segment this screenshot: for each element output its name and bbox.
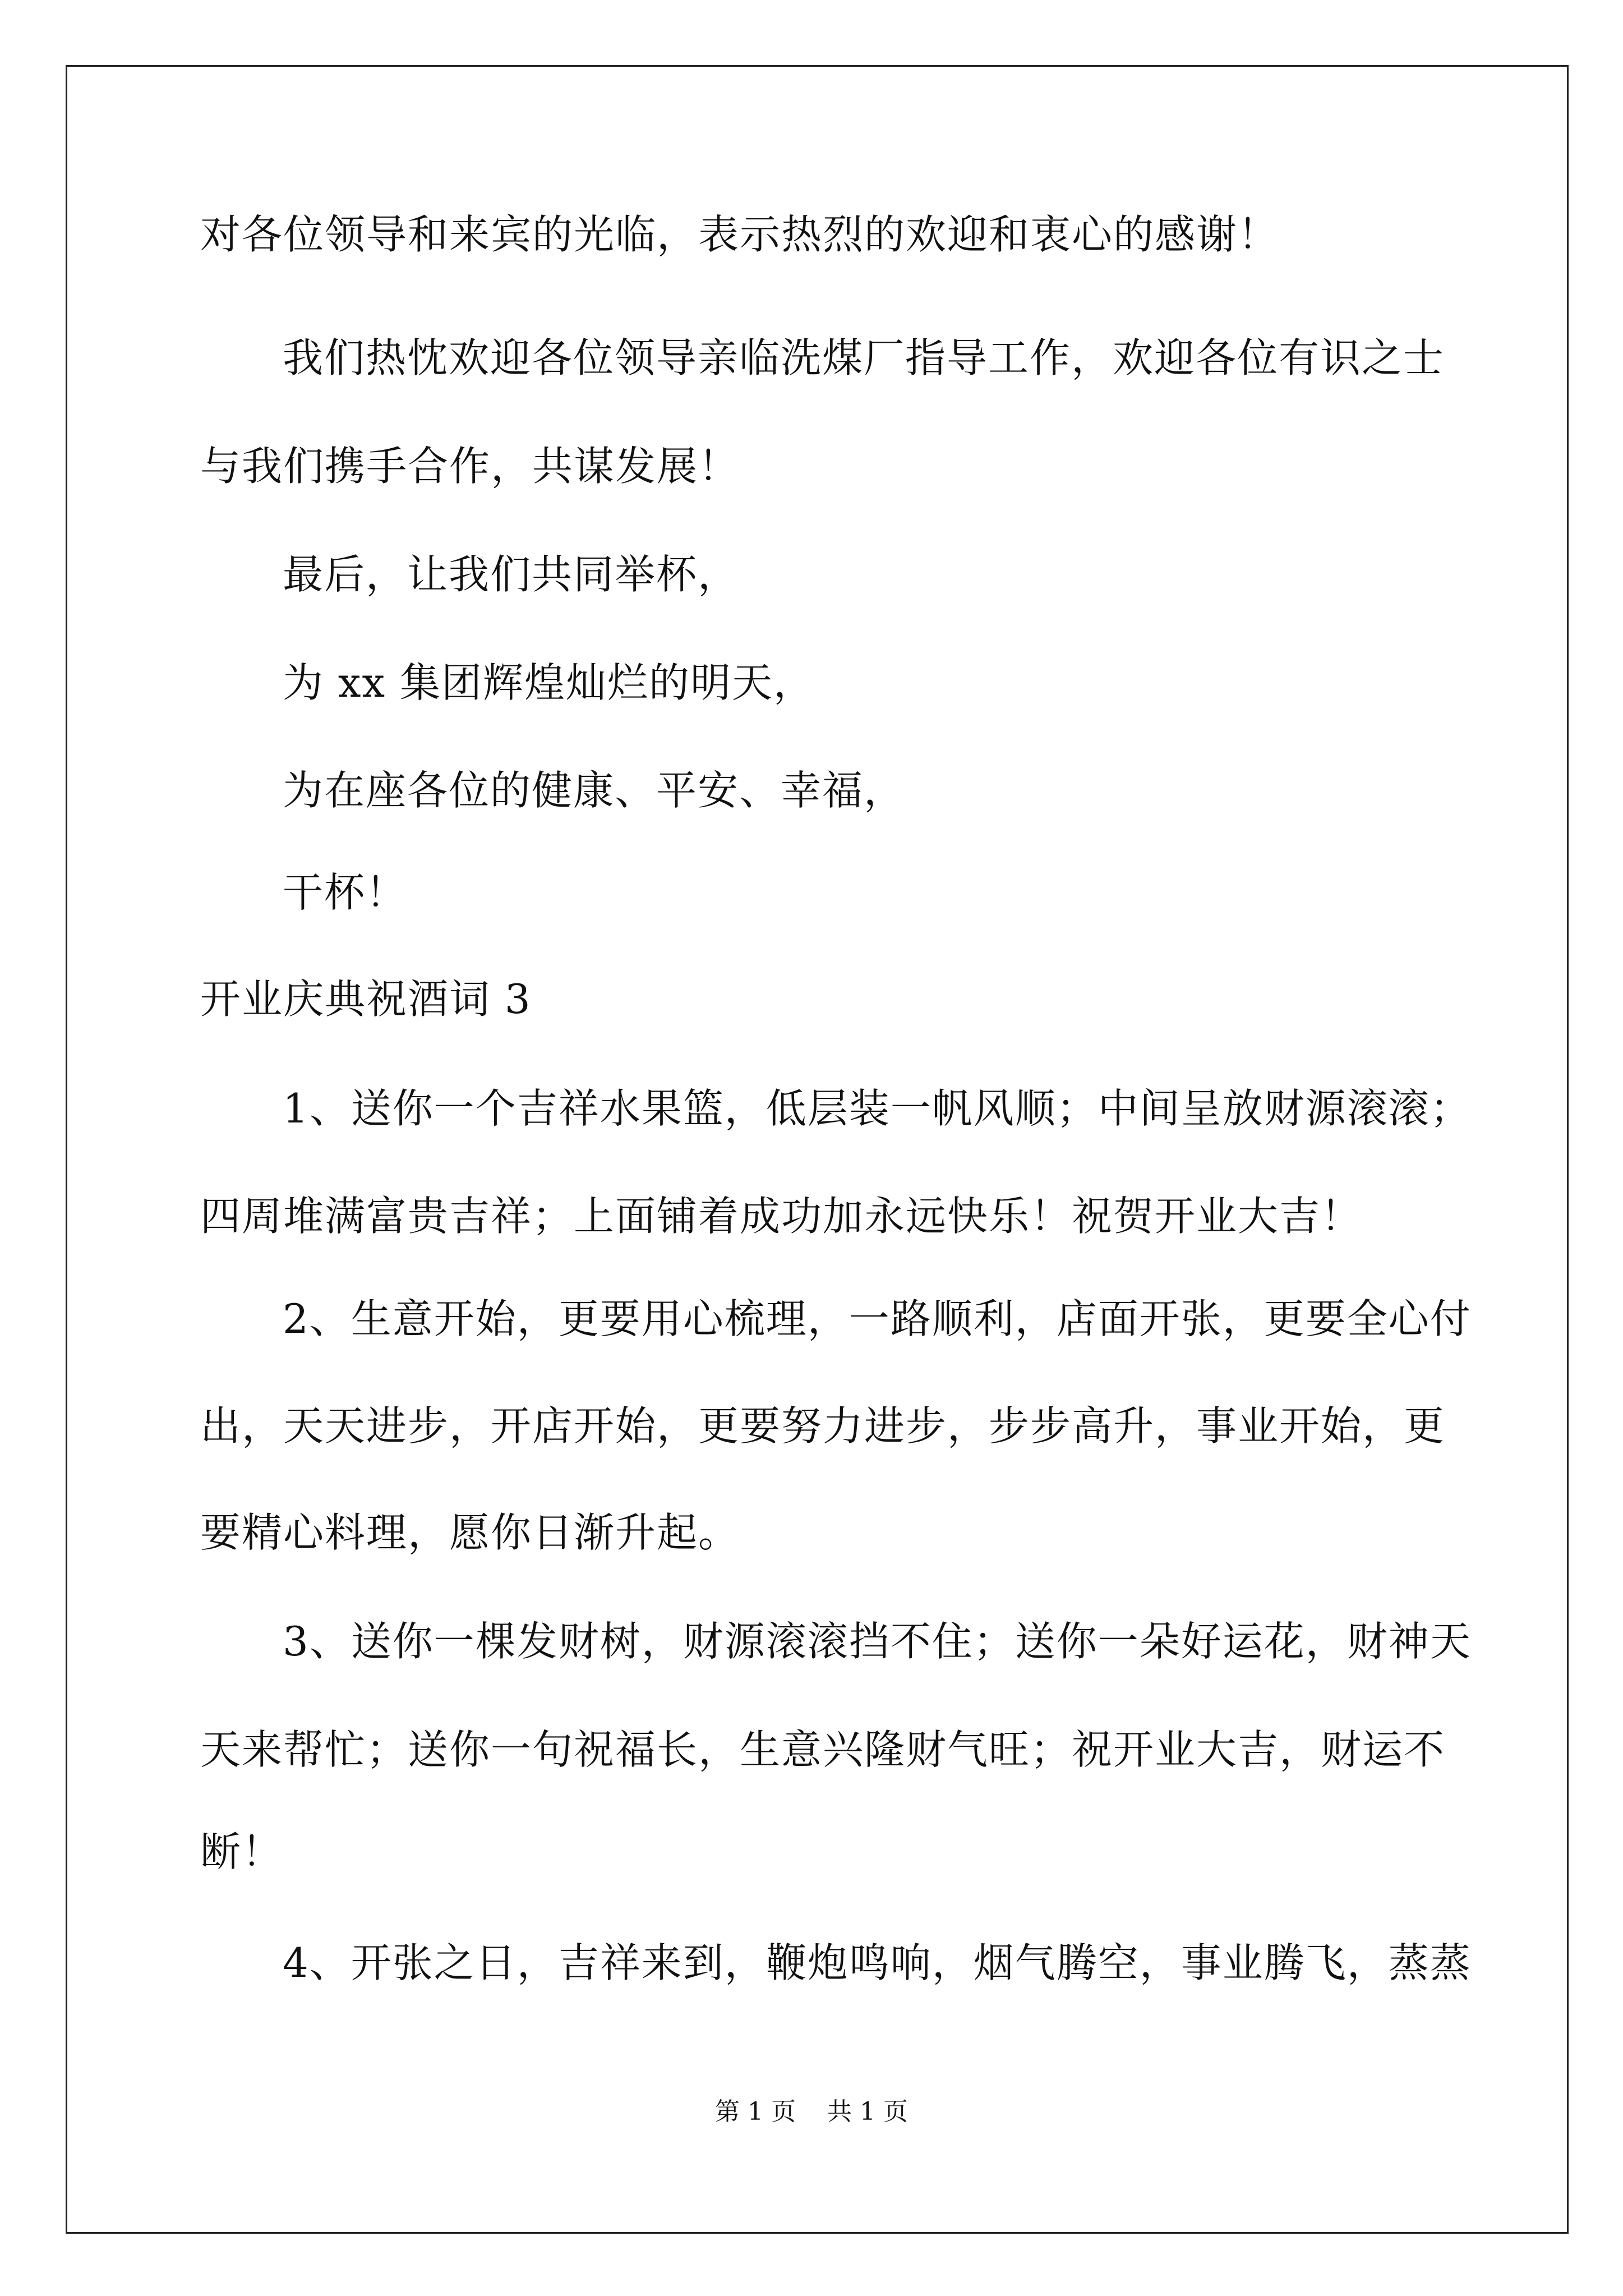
text-line: 四周堆满富贵吉祥；上面铺着成功加永远快乐！祝贺开业大吉！ [200,1193,1363,1240]
section-heading: 开业庆典祝酒词 3 [200,976,532,1023]
text-line: 出，天天进步，开店开始，更要努力进步，步步高升，事业开始，更 [200,1402,1446,1450]
page-border [66,65,1569,2234]
text-line: 天来帮忙；送你一句祝福长，生意兴隆财气旺；祝开业大吉，财运不 [200,1726,1446,1773]
text-line: 1、送你一个吉祥水果篮，低层装一帆风顺；中间呈放财源滚滚； [283,1085,1472,1132]
text-line: 对各位领导和来宾的光临，表示热烈的欢迎和衷心的感谢！ [200,211,1280,258]
page-footer: 第 1 页 共 1 页 [715,2097,908,2126]
text-line: 我们热忱欢迎各位领导亲临洗煤厂指导工作，欢迎各位有识之士 [283,334,1445,381]
text-line: 要精心料理，愿你日渐升起。 [200,1509,740,1556]
text-line: 断！ [200,1828,284,1875]
text-line: 干杯！ [283,869,408,916]
text-line: 与我们携手合作，共谋发展！ [200,443,740,490]
text-line: 为在座各位的健康、平安、幸福， [283,767,906,814]
text-line: 4、开张之日，吉祥来到，鞭炮鸣响，烟气腾空，事业腾飞，蒸蒸 [283,1939,1472,1986]
text-line: 2、生意开始，更要用心梳理，一路顺利，店面开张，更要全心付 [283,1295,1472,1342]
text-line: 为 xx 集团辉煌灿烂的明天， [283,659,815,706]
text-line: 3、送你一棵发财树，财源滚滚挡不住；送你一朵好运花，财神天 [283,1618,1472,1665]
text-line: 最后，让我们共同举杯， [283,551,740,598]
